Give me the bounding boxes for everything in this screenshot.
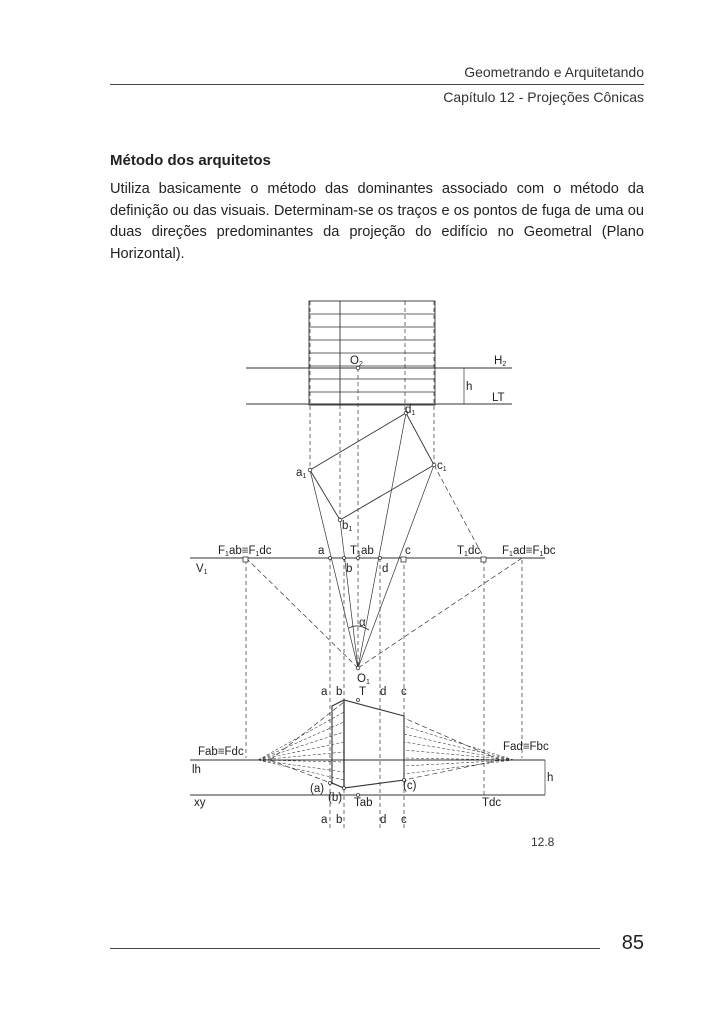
label-c1: c1 xyxy=(437,460,447,473)
figure-number: 12.8 xyxy=(531,835,555,849)
label-b-upper: b xyxy=(346,563,353,575)
elevation-floors xyxy=(309,314,435,392)
label-h-bottom: h xyxy=(547,772,554,784)
label-O1: O1 xyxy=(357,673,370,686)
label-a-mid: a xyxy=(321,686,328,698)
book-title: Geometrando e Arquitetando xyxy=(464,64,644,80)
footer-rule xyxy=(110,948,600,949)
label-V1: V1 xyxy=(196,563,208,576)
label-d-low: d xyxy=(380,814,387,826)
label-H2: H2 xyxy=(494,355,507,368)
label-Fad-Fbc: Fad≡Fbc xyxy=(503,741,549,753)
label-b-mid: b xyxy=(336,686,343,698)
label-F1ad-F1bc: F1ad≡F1bc xyxy=(502,545,556,558)
label-a1: a1 xyxy=(296,467,307,480)
plan-rectangle xyxy=(310,413,434,520)
extension-lines xyxy=(246,465,522,788)
label-d-upper: d xyxy=(382,563,389,575)
section-title: Método dos arquitetos xyxy=(110,152,271,169)
figure-labels xyxy=(192,355,556,826)
figure-points xyxy=(243,366,486,796)
label-c-low: c xyxy=(401,814,407,826)
label-Tdc: Tdc xyxy=(482,797,502,809)
label-c-mid: c xyxy=(401,686,407,698)
label-h-top: h xyxy=(466,381,473,393)
label-F1ab-F1dc: F1ab≡F1dc xyxy=(218,545,272,558)
label-b1: b1 xyxy=(342,520,353,533)
label-a-paren: (a) xyxy=(310,783,325,795)
section-paragraph: Utiliza basicamente o método das dominantes associado com o método da definição ou das visuais. Determinam-se os traços e os pontos de fuga de uma ou duas direções predominantes da projeção do edifício no Geometral (Plano Horizontal). xyxy=(110,181,644,262)
label-c-upper: c xyxy=(405,545,411,557)
page-number: 85 xyxy=(621,932,644,954)
label-a-low: a xyxy=(321,814,328,826)
chapter-title: Capítulo 12 - Projeções Cônicas xyxy=(443,89,644,105)
label-alpha: α xyxy=(359,617,366,629)
label-Fab-Fdc: Fab≡Fdc xyxy=(198,746,244,758)
label-a-upper: a xyxy=(318,545,325,557)
label-T1dc: T1dc xyxy=(457,545,481,558)
label-T-mid: T xyxy=(359,686,367,698)
label-d-mid: d xyxy=(380,686,387,698)
label-xy: xy xyxy=(194,797,206,809)
label-Tab: Tab xyxy=(354,797,373,809)
label-c-paren: (c) xyxy=(403,780,417,792)
label-d1: d1 xyxy=(405,404,416,417)
label-LT: LT xyxy=(492,392,505,404)
label-O2: O2 xyxy=(350,355,363,368)
label-b-low: b xyxy=(336,814,343,826)
label-T1ab: T1ab xyxy=(350,545,374,558)
label-b-paren: (b) xyxy=(328,792,343,804)
perspective-building xyxy=(332,700,404,788)
label-lh: lh xyxy=(192,764,201,776)
